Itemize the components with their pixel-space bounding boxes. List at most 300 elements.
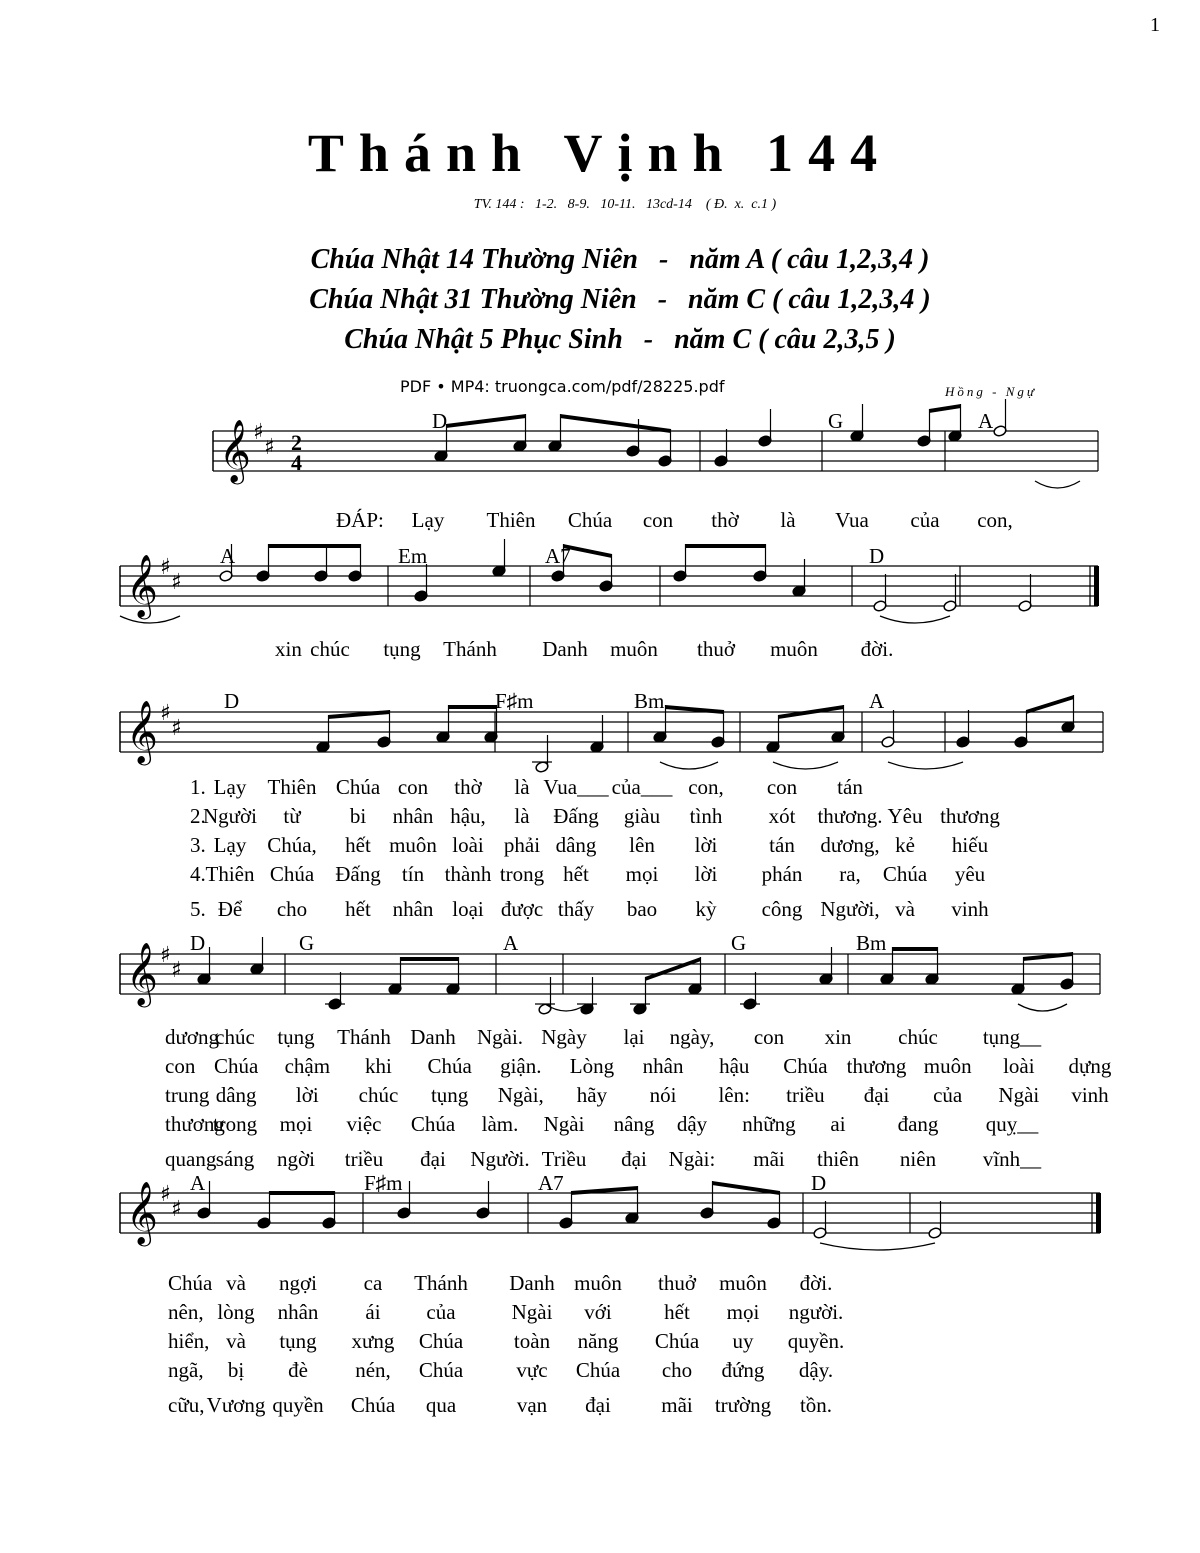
- lyric-syllable: đại: [621, 1147, 647, 1171]
- lyric-syllable: Chúa: [410, 1112, 456, 1136]
- lyric-syllable: con: [766, 775, 798, 799]
- lyric-syllable: con,: [977, 508, 1013, 532]
- lyric-syllable: lời: [694, 833, 718, 857]
- note: [881, 710, 895, 748]
- lyric-syllable: Thánh: [443, 637, 497, 661]
- note: [819, 947, 833, 985]
- lyric-syllable: đại: [863, 1083, 890, 1107]
- lyric-syllable: ngợi: [279, 1271, 317, 1295]
- note: [925, 947, 939, 985]
- lyric-syllable: mọi: [625, 862, 659, 886]
- lyric-syllable: xin: [824, 1025, 852, 1049]
- lyric-syllable: Ngài,: [497, 1083, 544, 1107]
- lyric-syllable: dương: [165, 1025, 219, 1049]
- beam: [1023, 952, 1073, 961]
- lyric-syllable: lòng: [217, 1300, 255, 1324]
- lyric-syllable: yêu: [954, 862, 986, 886]
- lyric-syllable: phán: [761, 862, 803, 886]
- lyric-syllable: ra,: [839, 862, 861, 886]
- tie-slur: [773, 762, 838, 769]
- lyric-syllable: Chúa: [213, 1054, 259, 1078]
- page-number: 1: [1150, 14, 1160, 36]
- staff-system: [120, 689, 1103, 921]
- lyric-syllable: Ngài: [543, 1112, 585, 1136]
- lyric-syllable: ái: [365, 1300, 381, 1324]
- lyric-syllable: ngày,: [669, 1025, 715, 1049]
- sharp-icon: ♯: [171, 958, 182, 983]
- note: [250, 937, 264, 975]
- lyric-syllable: Ngài.: [476, 1025, 524, 1049]
- lyric-syllable: Thiên: [267, 775, 317, 799]
- lyric-syllable: Chúa: [269, 862, 315, 886]
- lyric-syllable: thương: [846, 1054, 907, 1078]
- beam: [685, 544, 766, 548]
- lyric-syllable: lời: [295, 1083, 319, 1107]
- lyric-syllable: đè: [288, 1358, 308, 1382]
- lyric-syllable: thành: [444, 862, 492, 886]
- occasion-line-2: Chúa Nhật 31 Thường Niên - năm C ( câu 1,2,3,4 ): [309, 284, 931, 315]
- lyric-syllable: vinh: [951, 897, 989, 921]
- note: [414, 564, 428, 602]
- chord-symbol: G: [731, 931, 747, 955]
- lyric-syllable: quỵ__: [985, 1112, 1039, 1136]
- lyric-syllable: chúc: [898, 1025, 938, 1049]
- lyric-syllable: 2.: [190, 804, 206, 828]
- beam: [571, 1186, 638, 1195]
- tie-slur: [820, 1243, 935, 1250]
- note: [917, 409, 931, 447]
- tie-slur: [1018, 1004, 1067, 1011]
- lyric-syllable: giận.: [500, 1054, 542, 1078]
- note: [548, 414, 562, 452]
- note: [256, 544, 270, 582]
- composer-credit: Hồng - Ngự: [945, 384, 1037, 399]
- source-link[interactable]: PDF • MP4: truongca.com/pdf/28225.pdf: [400, 377, 725, 396]
- note: [322, 1191, 336, 1229]
- lyric-syllable: mọi: [726, 1300, 760, 1324]
- note: [1014, 710, 1028, 748]
- lyric-syllable: hậu: [719, 1054, 750, 1078]
- lyric-syllable: tụng: [279, 1329, 317, 1353]
- beam: [892, 947, 938, 951]
- staff-system: [120, 931, 1112, 1171]
- lyric-syllable: công: [761, 897, 803, 921]
- lyric-syllable: nhân: [392, 804, 434, 828]
- lyric-syllable: toàn: [513, 1329, 551, 1353]
- lyric-syllable: Chúa: [882, 862, 928, 886]
- tie-slur: [120, 616, 180, 623]
- tie-slur: [1035, 481, 1080, 488]
- lyric-syllable: của: [910, 508, 940, 532]
- note: [513, 414, 527, 452]
- lyric-syllable: Danh: [509, 1271, 555, 1295]
- tie-slur: [660, 762, 718, 769]
- note: [348, 544, 362, 582]
- lyric-syllable: và: [895, 897, 915, 921]
- lyric-syllable: lại: [623, 1025, 645, 1049]
- lyric-syllable: dậy.: [798, 1358, 834, 1382]
- lyric-syllable: dựng: [1068, 1054, 1112, 1078]
- chord-symbol: Bm: [856, 931, 887, 955]
- lyric-syllable: Chúa: [350, 1393, 396, 1417]
- occasion-line-3: Chúa Nhật 5 Phục Sinh - năm C ( câu 2,3,5 ): [344, 324, 896, 355]
- note: [1060, 952, 1074, 990]
- lyric-syllable: đang: [897, 1112, 939, 1136]
- lyric-syllable: làm.: [481, 1112, 519, 1136]
- note: [993, 399, 1007, 437]
- note: [388, 957, 402, 995]
- lyric-syllable: việc: [346, 1112, 382, 1136]
- beam: [560, 414, 671, 433]
- lyric-syllable: Chúa: [567, 508, 613, 532]
- lyric-syllable: Ngài: [998, 1083, 1040, 1107]
- lyric-syllable: hiếu: [951, 833, 989, 857]
- lyric-syllable: Chúa: [168, 1271, 213, 1295]
- chord-symbol: A: [220, 544, 236, 568]
- lyric-syllable: quyền.: [787, 1329, 845, 1353]
- lyric-syllable: xin: [275, 637, 302, 661]
- lyric-syllable: niên: [899, 1147, 937, 1171]
- lyric-syllable: tụng: [430, 1083, 469, 1107]
- note: [873, 574, 887, 612]
- lyric-syllable: của: [933, 1083, 963, 1107]
- chord-symbol: Em: [398, 544, 428, 568]
- tie-slur: [880, 616, 950, 623]
- note: [792, 559, 806, 597]
- lyric-syllable: là: [514, 804, 530, 828]
- note: [767, 1191, 781, 1229]
- lyric-syllable: từ: [283, 804, 301, 828]
- beam: [268, 544, 361, 548]
- lyric-syllable: muôn: [923, 1054, 972, 1078]
- note: [766, 715, 780, 753]
- treble-clef-icon: 𝄞: [126, 554, 158, 617]
- beam: [400, 957, 459, 961]
- lyric-syllable: tán: [769, 833, 795, 857]
- sharp-icon: ♯: [160, 555, 171, 580]
- lyric-syllable: và: [226, 1271, 246, 1295]
- lyric-syllable: kẻ: [895, 833, 915, 857]
- lyric-syllable: ca: [363, 1271, 383, 1295]
- beam: [269, 1191, 335, 1195]
- sharp-icon: ♯: [253, 420, 264, 445]
- note: [928, 1201, 942, 1239]
- note: [476, 1181, 490, 1219]
- lyric-syllable: với: [584, 1300, 612, 1324]
- lyric-syllable: loài: [1003, 1054, 1035, 1078]
- sharp-icon: ♯: [160, 1182, 171, 1207]
- lyric-syllable: tín: [401, 862, 425, 886]
- staff-system: [120, 1171, 1101, 1417]
- lyric-syllable: chúc: [215, 1025, 255, 1049]
- lyric-syllable: 4.: [190, 862, 206, 886]
- lyric-syllable: mọi: [279, 1112, 313, 1136]
- lyric-syllable: bị: [227, 1358, 245, 1382]
- page-title: Thánh Vịnh 144: [307, 123, 893, 183]
- lyric-syllable: muôn: [574, 1271, 622, 1295]
- lyric-syllable: Chúa: [654, 1329, 700, 1353]
- chord-symbol: A: [190, 1171, 206, 1195]
- lyric-syllable: đời.: [860, 637, 894, 661]
- lyric-syllable: Để: [217, 897, 243, 921]
- lyric-syllable: và: [226, 1329, 246, 1353]
- lyric-syllable: thương: [165, 1112, 225, 1136]
- note: [714, 429, 728, 467]
- chord-symbol: G: [828, 409, 844, 433]
- note: [316, 715, 330, 753]
- lyric-syllable: Người,: [820, 897, 880, 921]
- lyric-syllable: ngời: [277, 1147, 315, 1171]
- lyric-syllable: muôn: [389, 833, 437, 857]
- lyric-syllable: tồn.: [799, 1393, 833, 1417]
- lyric-syllable: trung: [165, 1083, 210, 1107]
- lyric-syllable: cho: [661, 1358, 693, 1382]
- note: [257, 1191, 271, 1229]
- chord-symbol: D: [811, 1171, 827, 1195]
- lyric-syllable: của: [426, 1300, 456, 1324]
- beam: [448, 705, 497, 709]
- lyric-syllable: Thánh: [414, 1271, 468, 1295]
- note: [436, 705, 450, 743]
- lyric-syllable: chúc: [358, 1083, 399, 1107]
- lyric-syllable: triều: [786, 1083, 825, 1107]
- lyric-syllable: đứng: [721, 1358, 765, 1382]
- note: [599, 554, 613, 592]
- lyric-syllable: 1.: [190, 775, 206, 799]
- lyric-syllable: là: [780, 508, 796, 532]
- beam: [328, 710, 390, 719]
- lyric-syllable: Chúa: [335, 775, 381, 799]
- note: [813, 1201, 827, 1239]
- lyric-syllable: ngã,: [168, 1358, 204, 1382]
- sharp-icon: ♯: [171, 1197, 182, 1222]
- note: [956, 710, 970, 748]
- note: [377, 710, 391, 748]
- lyric-syllable: hết: [563, 862, 589, 886]
- lyric-syllable: nhân: [392, 897, 434, 921]
- lyric-syllable: thiên: [817, 1147, 859, 1171]
- treble-clef-icon: 𝄞: [126, 1181, 158, 1244]
- lyric-syllable: Vua___: [543, 775, 609, 799]
- chord-symbol: D: [869, 544, 885, 568]
- chord-symbol: A: [978, 409, 994, 433]
- chord-symbol: F♯m: [495, 689, 534, 713]
- lyric-syllable: được: [500, 897, 544, 921]
- lyric-syllable: Người.: [470, 1147, 530, 1171]
- lyric-syllable: vực: [516, 1358, 548, 1382]
- lyric-syllable: nói: [649, 1083, 677, 1107]
- chord-symbol: G: [299, 931, 315, 955]
- lyric-syllable: Yêu: [887, 804, 923, 828]
- treble-clef-icon: 𝄞: [126, 700, 158, 763]
- lyric-syllable: ĐÁP:: [336, 508, 384, 532]
- lyric-syllable: thương: [940, 804, 1000, 828]
- lyric-syllable: năng: [577, 1329, 619, 1353]
- lyric-syllable: phải: [503, 833, 541, 857]
- lyric-syllable: Triều: [541, 1147, 587, 1171]
- note: [948, 404, 962, 442]
- lyric-syllable: thấy: [557, 897, 595, 921]
- sharp-icon: ♯: [264, 435, 275, 460]
- lyric-syllable: trong: [212, 1112, 258, 1136]
- lyric-syllable: xưng: [351, 1329, 395, 1353]
- lyric-syllable: đại: [585, 1393, 611, 1417]
- lyric-syllable: những: [742, 1112, 796, 1136]
- lyric-syllable: Lạy: [411, 508, 445, 532]
- lyric-syllable: Chúa: [418, 1358, 464, 1382]
- lyric-syllable: bi: [349, 804, 367, 828]
- lyric-syllable: hiển,: [168, 1329, 210, 1353]
- lyric-syllable: hết: [664, 1300, 690, 1324]
- note: [314, 544, 328, 582]
- lyric-syllable: dâng: [215, 1083, 257, 1107]
- lyric-syllable: giàu: [623, 804, 661, 828]
- lyric-syllable: hết: [345, 833, 371, 857]
- lyric-syllable: muôn: [770, 637, 818, 661]
- lyric-syllable: Chúa: [783, 1054, 828, 1078]
- lyric-syllable: Danh: [410, 1025, 456, 1049]
- chord-symbol: F♯m: [364, 1171, 403, 1195]
- note: [658, 429, 672, 467]
- note: [711, 710, 725, 748]
- lyric-syllable: hãy: [576, 1083, 608, 1107]
- lyric-syllable: vĩnh__: [982, 1147, 1042, 1171]
- lyric-syllable: Lạy: [213, 833, 247, 857]
- note: [492, 539, 506, 577]
- lyric-syllable: loại: [452, 897, 484, 921]
- lyric-syllable: triều: [344, 1147, 384, 1171]
- lyric-syllable: Ngài: [511, 1300, 553, 1324]
- note: [446, 957, 460, 995]
- lyric-syllable: Chúa,: [267, 833, 317, 857]
- sharp-icon: ♯: [171, 570, 182, 595]
- lyric-syllable: lời: [694, 862, 718, 886]
- lyric-syllable: thờ: [454, 775, 482, 799]
- final-barline-thick: [1096, 1193, 1101, 1233]
- chord-symbol: A: [503, 931, 519, 955]
- lyric-syllable: nhân: [277, 1300, 319, 1324]
- chord-symbol: A7: [545, 544, 571, 568]
- beam: [1026, 695, 1074, 714]
- lyric-syllable: xót: [768, 804, 796, 828]
- lyric-syllable: Chúa: [418, 1329, 464, 1353]
- lyric-syllable: Thiên: [205, 862, 255, 886]
- final-barline-thick: [1094, 566, 1099, 606]
- treble-clef-icon: 𝄞: [219, 419, 251, 482]
- lyric-syllable: trường: [714, 1393, 772, 1417]
- note: [700, 1181, 714, 1219]
- staff-system: [213, 399, 1098, 532]
- chord-symbol: D: [432, 409, 448, 433]
- lyric-syllable: vạn: [516, 1393, 548, 1417]
- staff-system: [120, 539, 1099, 661]
- lyric-syllable: Vua: [835, 508, 869, 532]
- lyric-syllable: của___: [611, 775, 673, 799]
- lyric-syllable: con: [642, 508, 674, 532]
- lyric-syllable: kỳ: [695, 897, 717, 921]
- lyric-syllable: uy: [732, 1329, 754, 1353]
- note: [850, 404, 864, 442]
- chord-symbol: D: [224, 689, 240, 713]
- lyric-syllable: tán: [837, 775, 863, 799]
- sharp-icon: ♯: [171, 716, 182, 741]
- lyric-syllable: nên,: [168, 1300, 204, 1324]
- note: [625, 1186, 639, 1224]
- beam: [665, 705, 724, 714]
- lyric-syllable: chúc: [310, 637, 350, 661]
- lyric-syllable: người.: [788, 1300, 844, 1324]
- note: [535, 977, 555, 1015]
- lyric-syllable: Ngài:: [668, 1147, 716, 1171]
- chord-symbol: D: [190, 931, 206, 955]
- lyric-syllable: tình: [689, 804, 723, 828]
- note: [532, 735, 552, 773]
- lyric-syllable: chậm: [284, 1054, 331, 1078]
- lyric-syllable: đại: [420, 1147, 446, 1171]
- occasion-line-1: Chúa Nhật 14 Thường Niên - năm A ( câu 1,2,3,4 ): [310, 244, 930, 275]
- chord-symbol: A7: [538, 1171, 564, 1195]
- beam: [446, 414, 526, 428]
- lyric-syllable: 3.: [190, 833, 206, 857]
- lyric-syllable: dương,: [820, 833, 880, 857]
- lyric-syllable: Đấng: [553, 804, 599, 828]
- lyric-syllable: 5.: [190, 897, 206, 921]
- note: [559, 1191, 573, 1229]
- lyric-syllable: con: [165, 1054, 196, 1078]
- note: [1011, 957, 1025, 995]
- chord-symbol: A: [869, 689, 885, 713]
- lyric-syllable: khi: [365, 1054, 392, 1078]
- lyric-syllable: Lòng: [569, 1054, 615, 1078]
- beam: [929, 404, 961, 413]
- note: [753, 544, 767, 582]
- lyric-syllable: quang: [165, 1147, 217, 1171]
- lyric-syllable: Chúa: [575, 1358, 621, 1382]
- lyric-syllable: muôn: [719, 1271, 767, 1295]
- note: [1018, 574, 1032, 612]
- lyric-syllable: hết: [345, 897, 371, 921]
- sharp-icon: ♯: [160, 943, 171, 968]
- time-signature-bottom: 4: [291, 450, 302, 475]
- lyric-syllable: dậy: [676, 1112, 708, 1136]
- lyric-syllable: thương.: [817, 804, 883, 828]
- lyric-syllable: lên: [629, 833, 655, 857]
- lyric-syllable: tụng: [277, 1025, 315, 1049]
- lyric-syllable: con: [397, 775, 429, 799]
- sharp-icon: ♯: [160, 701, 171, 726]
- lyric-syllable: thuở: [697, 637, 735, 661]
- lyric-syllable: Lạy: [213, 775, 247, 799]
- lyric-syllable: sáng: [215, 1147, 255, 1171]
- tie-slur: [888, 762, 963, 769]
- lyric-syllable: dâng: [555, 833, 597, 857]
- lyric-syllable: Danh: [542, 637, 588, 661]
- lyric-syllable: Đấng: [335, 862, 381, 886]
- lyric-syllable: con,: [688, 775, 724, 799]
- lyric-syllable: Chúa: [427, 1054, 472, 1078]
- lyric-syllable: đời.: [799, 1271, 833, 1295]
- lyric-syllable: hậu,: [450, 804, 486, 828]
- lyric-syllable: Thánh: [337, 1025, 391, 1049]
- note: [630, 977, 650, 1015]
- lyric-syllable: là: [514, 775, 530, 799]
- lyric-syllable: quyền: [272, 1393, 324, 1417]
- lyric-syllable: qua: [425, 1393, 457, 1417]
- lyric-syllable: Vương: [206, 1393, 266, 1417]
- lyric-syllable: trong: [499, 862, 545, 886]
- lyric-syllable: tụng__: [982, 1025, 1042, 1049]
- lyric-syllable: nhân: [642, 1054, 684, 1078]
